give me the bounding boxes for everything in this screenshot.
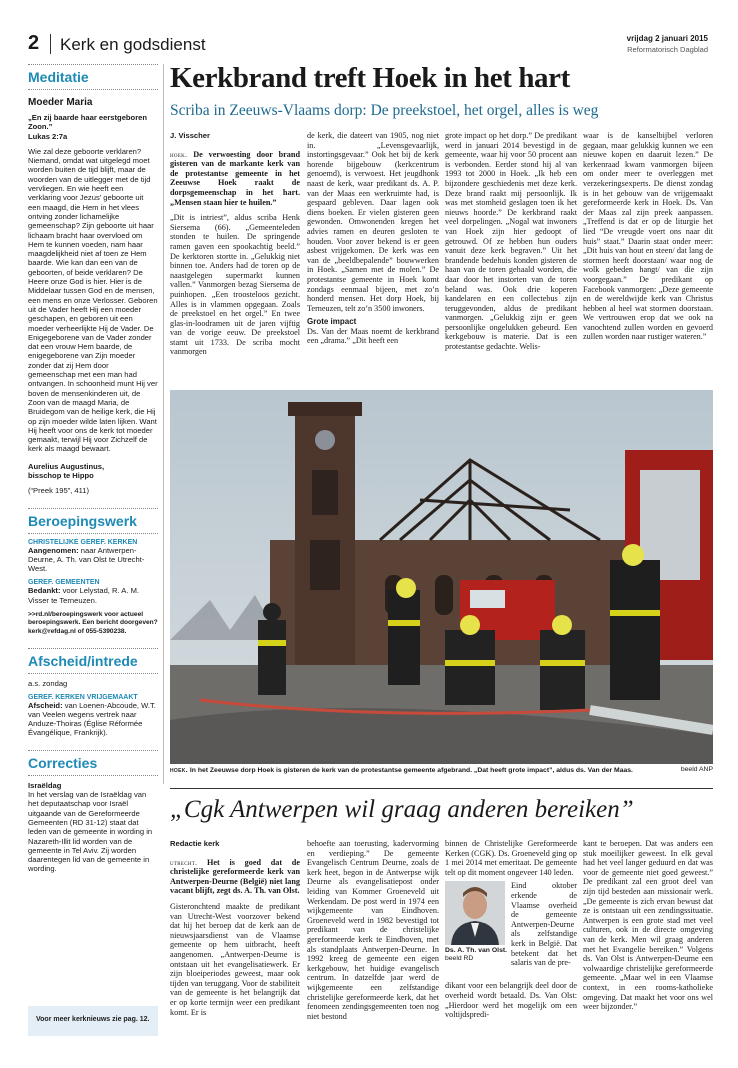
header-date: vrijdag 2 januari 2015 [626,34,708,43]
article2-col1 [170,839,300,1039]
meditatie-heading: Meditatie [28,69,89,85]
article1-col3-text: grote impact op het dorp.” De predikant werd in januari 2014 bevestigd in de gemeente, waar hij voor 50 procent aan is verbonden. Eerder stond hij al van 1993 tot 2000 in Hoek. „Ik heb een bijzondere geschiedenis met deze kerk. Deze brand raakt mij persoonlijk. Ik was met stomheid geslagen toen ik het nieuws hoorde.” De kerkbrand raakt veel dorpelingen. „Nogal wat inwoners van Hoek zijn hier gedoopt of getrouwd. Of ze hebben hun ouders vanuit deze kerk begraven.” Uit het brandende bedehuis konden gisteren de haan van de toren gehaald worden, die daar door het instorten van de toren beland was. Ook drie koperen kandelaren en een collectebus zijn teruggevonden, aldus de predikant vanmorgen. „Gelukkig zijn er geen persoonlijke ongelukken gebeurd. Een kerkgebouw is materie. Dat is een protestantse gedachte. Welis- [445,131,577,352]
article-divider [170,788,713,789]
sidebar-divider [28,508,158,509]
article2-col3 [445,839,577,1039]
sidebar-divider [28,673,158,674]
article2-col4-text: kant te beroepen. Dat was anders een stuk moeilijker geweest. In elk geval had het veel langer geduurd en dat was voor de gemeente niet goed geweest.” De predikant zal een groot deel van zijn tijd besteden aan missionair werk. „De gemeente is zich ervan bewust dat ze is ontstaan uit een zendingssituatie. Antwerpen is een grote stad met veel culturen, ook in de directe omgeving van de kerk. Men wil graag anderen met het Evangelie bereiken.” Volgens ds. Van Olst is Antwerpen-Deurne een volwaardige christelijke gereformeerde gemeente. „Maar wel in een Vlaamse context, in een rooms-katholieke omgeving. Dat maakt het voor ons wel weer bijzonder.” [583,839,713,1012]
sidebar-divider [28,64,158,65]
beroep-label-2: Bedankt: [28,586,61,596]
article2-col3-top: binnen de Christelijke Gereformeerde Kerken (CGK). Ds. Groeneveld ging op 1 mei 2014 met emeritaat. De gemeente telt op dit moment ongeveer 140 leden. [445,839,577,877]
correcties-text: In het verslag van de Israëldag van het deputaatschap voor Israël uitgaande van de Gereformeerde Gemeenten (RD 31-12) staat dat leden van de gemeente in wording in Nazareth-Illit lid worden van de gemeente in Tel Aviv. Zij worden daarentegen lid van de gemeente in wording. [28,790,153,874]
header-divider [50,34,51,54]
sidebar-divider [28,533,158,534]
meditatie-author: Aurelius Augustinus, [28,461,105,471]
church-fire-photo [170,390,713,764]
caption-credit: beeld ANP [680,766,713,773]
article1-byline: J. Visscher [170,131,210,140]
correcties-subhead: Israëldag [28,780,62,790]
article2-place: utrecht. [170,857,198,867]
sidebar-divider [28,648,158,649]
beroep-text-1: naar Antwerpen-Deurne, A. Th. van Olst te Utrecht-West. [28,545,145,574]
afscheid-label: Afscheid: [28,700,63,710]
article1-col3 [445,131,577,371]
sidebar [28,64,158,1054]
article1-col4 [583,131,713,371]
page-number: 2 [28,32,40,54]
portrait-credit: beeld RD [445,955,474,963]
beroep-denom-2: GEREF. GEMEENTEN [28,579,100,587]
article1-lead: De verwoesting door brand gisteren van de markante kerk van de protestantse gemeente in het Zeeuwse Hoek raakt de dorpsgemeenschap in het hart. „Mensen staan hier te huilen.” [170,149,300,207]
meditatie-title: Moeder Maria [28,97,93,108]
sidebar-divider [28,89,158,90]
article1-col2-tail: Ds. Van der Maas noemt de kerkbrand een „drama.” „Dit heeft een [307,326,439,346]
article1-subhead: Scriba in Zeeuws-Vlaams dorp: De preekstoel, het orgel, alles is weg [170,102,599,119]
portrait-photo [445,881,505,945]
more-news-box[interactable] [28,1006,158,1036]
article2-col4 [583,839,713,1039]
afscheid-denom: GEREF. KERKEN VRIJGEMAAKT [28,693,138,701]
afscheid-text: van Loenen-Abcoude, W.T. van Veelen wegens vertrek naar Anduze-Thoiras (Église Réformée Évangélique, Frankrijk). [28,700,156,738]
sidebar-divider [28,750,158,751]
article2-headline: „Cgk Antwerpen wil graag anderen bereiken” [170,796,634,823]
article2-lead: Het is goed dat de christelijke gereformeerde kerk van Antwerpen-Deurne (België) niet lang vacant blijft, zegt ds. A. Th. van Olst. [170,857,300,896]
header-paper: Reformatorisch Dagblad [627,45,708,54]
correcties-heading: Correcties [28,754,98,771]
caption-place: hoek. [170,765,188,774]
article2-col1-text: Gisteronchtend maakte de predikant van Utrecht-West voorzover bekend dat hij het beroep dat de kerk aan de nieuwsjaarsdienst van de Vlaamse gemeente op hem uitbracht, heeft aangenomen. „Antwerpen-Deurne is ontstaan uit het evangelisatiewerk. Er zijn bloeiperiodes geweest, maar ook tijden van teruggang. Voor de stabiliteit van de gemeente is het belangrijk dat er op korte termijn weer een predikant komt. Er is [170,901,300,1017]
article1-headline: Kerkbrand treft Hoek in het hart [170,62,570,94]
article2-col2 [307,839,439,1039]
afscheid-when: a.s. zondag [28,679,68,689]
meditatie-reference: Lukas 2:7a [28,131,68,141]
meditatie-quote: „En zij baarde haar eerstgeboren Zoon.” [28,113,148,132]
meditatie-text: Wie zal deze geboorte verklaren? Niemand, omdat wat uitgelegd moet worden buiten de tijd blijft, maar de woorden van de uitlegger met de tijd vervliegen. En wie heeft een verklaring voor Jezus’ geboorte uit een maagd, die Hem in het vlees ontving zonder lichamelijke gemeenschap? Zijn geboorte uit haar lichaam bracht haar overvloed om Hem te kunnen voeden, nam haar maagdelijkheid niet af toen ze Hem baarde. Wie kan dan een van de geboorten, of beide verklaren? De Heere onze God is hier. Hier is de Middelaar tussen God en de mensen, een mens en onze Verlosser. Geboren uit de Vader heeft Hij een moeder geschapen, en geboren uit een moeder verheerlijkte Hij de Vader. De Enigegeborene van de Vader zonder dat een vrouw Hem baarde, de enigegeborene van Zijn moeder zonder dat zij Hem door gemeenschap met een man had ontvangen. In schoonheid munt Hij ver boven de mensenkinderen uit, de Zoon van de maagd Maria, de Bruidegom van de heilige kerk, die Hij op zijn moeder wilde laten lijken. Want Hij heeft voor ons de kerk tot moeder gemaakt, terwijl Hij voor Zichzelf de kerk als maagd bewaart. [28,146,158,454]
article1-col4-text: waar is de kanselbijbel verloren gegaan, maar gelukkig kunnen we een nieuwe kopen en daaruit lezen.” De kerkenraad kwam vanmorgen bijeen om onder meer te overleggen met verzekeringsexperts. De dienst zondag is in het gebouw van de vrijgemaakt gereformeerde kerk in Hoek. Ds. Van der Maas zal zijn preek aanpassen. „Treffend is dat er op de liturgie het lied “De vreugde voert ons naar dit huis” staat.” Daarin staat onder meer: „Dit huis van hout en steen/ dat lang de stormen heeft doorstaan/ waar nog de wolk gebeden hangt/ van die zijn voorgegaan.” De predikant op Facebook vanmorgen: „Deze gemeente en de wereldwijde kerk van Christus hebben al heel wat stormen doorstaan. We vertrouwen erop dat we ook na vanochtend zullen worden en gevoerd zullen worden naar rustiger wateren.” [583,131,713,342]
meditatie-source: (“Preek 195”, 411) [28,486,90,496]
article1-col2 [307,131,439,371]
page-header [28,30,708,60]
article1-place: hoek. [170,149,188,159]
beroep-footer: >>rd.nl/beroepingswerk voor actueel beroepingswerk. Een bericht doorgeven? kerk@refdag.nl of 055-5390238. [28,611,158,635]
meditatie-author-role: bisschop te Hippo [28,470,94,480]
beroepingswerk-heading: Beroepingswerk [28,512,137,529]
article1-col1-text: „Dit is intriest”, aldus scriba Henk Siersema (66). „Gemeenteleden stonden te huilen. De springende ramen gaven een spookachtig beeld.” De kerktoren stortte in. „Gelukkig niet binnen toe. Anders had de toren op de naastgelegen supermarkt kunnen vallen.” Vanmorgen bezag Siersema de puinhopen. „Een troosteloos gezicht. Alles is in vlammen opgegaan. Zoals de preekstoel en het orgel.” En twee glas-in-loodramen uit de jaren vijftig van de vorige eeuw. De preekstoel stamt uit 1733. De scriba mocht vanmorgen [170,213,300,357]
photo-caption [170,766,713,776]
beroep-text-2: voor Lelystad, R. A. M. Visser te Terneuzen. [28,586,140,605]
beroep-label-1: Aangenomen: [28,545,79,555]
article2-col3-bottom: dikant voor een belangrijk deel door de overheid wordt betaald. Ds. Van Olst: „Hierdoor werd het mogelijk om een voltijdspredi- [445,981,577,1020]
article1-col1 [170,131,300,371]
portrait-caption [445,947,507,963]
portrait-name: Ds. A. Th. van Olst. [445,947,507,955]
article1-col2-subhead: Grote impact [307,317,357,327]
section-title: Kerk en godsdienst [60,35,206,54]
column-rule [163,64,164,784]
beroep-denom-1: CHRISTELIJKE GEREF. KERKEN [28,538,138,546]
more-news-text: Voor meer kerknieuws zie pag. 12. [36,1016,150,1023]
article1-col2-text: de kerk, die dateert van 1905, nog niet in. „Levensgevaarlijk, instortingsgevaar.” Ook het bij de kerk horende bijgebouw (kerkcentrum genoemd), is verwoest. Het jeugdhonk naast de kerk, waar predikant ds. A. P. van der Maas een werkruimte had, is gespaard gebleven. Daar lagen ook diens boeken. Er vielen gisteren geen gewonden. Omwonenden kregen het advies ramen en deuren gesloten te houden. Voor zover bekend is er geen asbest vrijgekomen. De kerk was een van de „beeldbepalende” bouwwerken in Hoek. „Samen met de molen.” De protestantse gemeente in Hoek komt zondags eenmaal bijeen, met zo’n honderd mensen. Het dorp Hoek, bij Terneuzen, telt zo’n 3500 inwoners. [307,131,439,313]
caption-text: In het Zeeuwse dorp Hoek is gisteren de kerk van de protestantse gemeente afgebrand. „Dat heeft grote impact”, aldus ds. Van der Maas. [189,767,633,774]
article2-col2-text: behoefte aan toerusting, kadervorming en verdieping.” De gemeente Evangelisch Centrum Deurne, zoals de kerk heet, begon in de Antwerpse wijk Deurne als evangelisatiepost onder leiding van Kommer Groeneveld uit Werkendam. De post werd in 1974 een wijkgemeente van Eindhoven. Groeneveld werd in 1982 bevestigd tot predikant van de christelijke gereformeerde kerk te Eindhoven, met als standplaats Antwerpen-Deurne. In 1992 kreeg de gemeente een eigen kerkgebouw, het huidige evangelisch centrum. In datzelfde jaar werd de wijkgemeente een zelfstandige christelijke gereformeerde kerk, dat het fenomeen zendingsgemeenten toen nog niet bestond [307,839,439,1021]
sidebar-divider [28,775,158,776]
afscheid-heading: Afscheid/intrede [28,653,138,670]
article2-col3-side: Eind oktober erkende de Vlaamse overheid de gemeente Antwerpen-Deurne als zelfstandige kerk in België. Dat betekent dat het salaris van de pre- [511,881,577,968]
article2-byline: Redactie kerk [170,839,220,848]
